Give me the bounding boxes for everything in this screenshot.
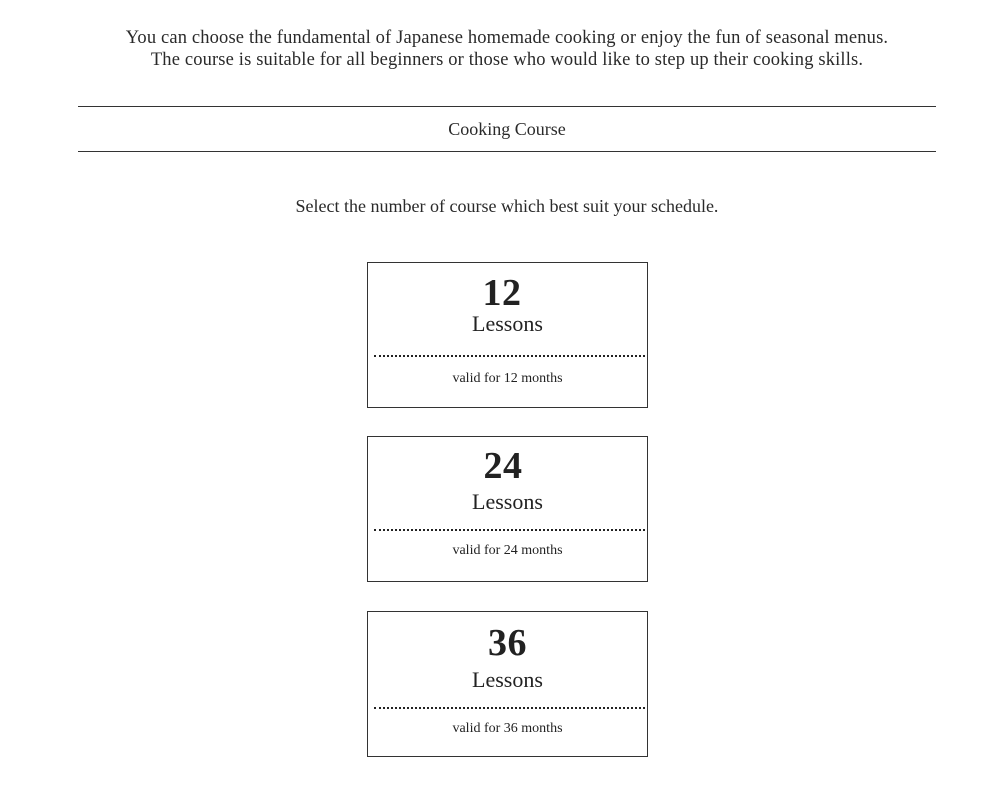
plan-lesson-unit: Lessons <box>472 667 543 692</box>
instruction-text: Select the number of course which best suit your schedule. <box>295 196 719 216</box>
plan-validity: valid for 36 months <box>452 721 563 736</box>
section-divider-top <box>78 106 936 107</box>
intro-line-2: The course is suitable for all beginners or those who would like to step up their cooking skills. <box>150 50 864 70</box>
section-divider-bottom <box>78 151 936 152</box>
plan-dotted-divider <box>374 707 645 709</box>
plan-dotted-divider <box>374 529 645 531</box>
section-title: Cooking Course <box>448 119 566 139</box>
plan-dotted-divider <box>374 355 645 357</box>
plan-option-24-lessons[interactable] <box>367 436 648 582</box>
plan-lesson-unit: Lessons <box>472 311 543 336</box>
plan-lesson-count: 24 <box>483 445 523 487</box>
plan-lesson-count: 36 <box>488 622 527 664</box>
plan-lesson-unit: Lessons <box>472 489 543 514</box>
intro-text <box>0 27 1000 71</box>
plan-option-36-lessons[interactable] <box>367 611 648 757</box>
plan-list <box>367 262 648 785</box>
plan-option-12-lessons[interactable] <box>367 262 648 408</box>
intro-line-1: You can choose the fundamental of Japanese homemade cooking or enjoy the fun of seasonal menus. <box>125 28 889 48</box>
plan-validity: valid for 12 months <box>452 371 563 386</box>
plan-validity: valid for 24 months <box>452 543 563 558</box>
plan-lesson-count: 12 <box>482 272 522 314</box>
